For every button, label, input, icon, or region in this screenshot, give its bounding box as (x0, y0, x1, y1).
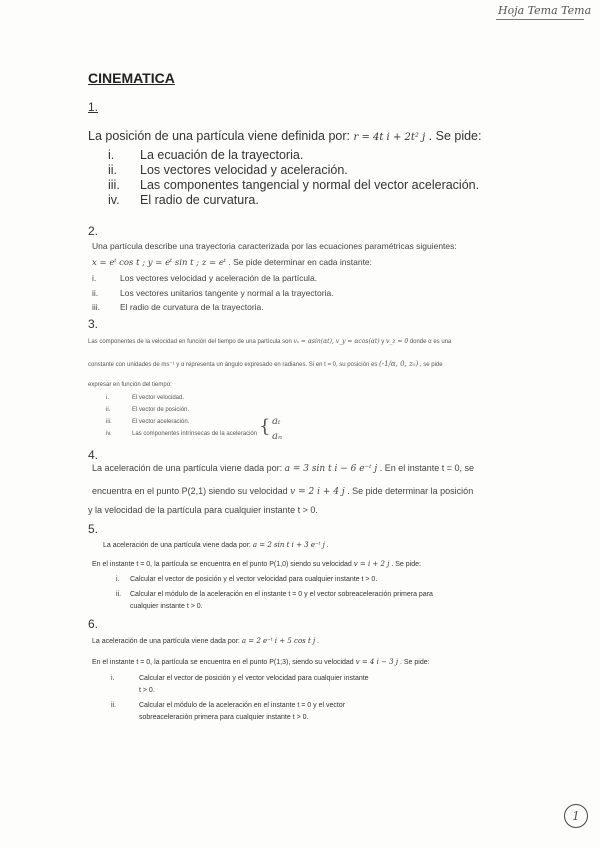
p3-formula-b: v_z = 0 (385, 338, 409, 345)
problem-3-line2 (88, 360, 443, 368)
item-text: Calcular el vector de posición y el vector velocidad para cualquier instante t > 0. (130, 576, 378, 583)
roman: i. (111, 675, 115, 682)
item-text: Calcular el módulo de la aceleración en el instante t = 0 y el vector sobreaceleración primera para (130, 591, 433, 598)
problem-5-number: 5. (88, 522, 99, 536)
p4-formula2: v = 2 i + 4 j (290, 487, 345, 497)
p6-formula: a = 2 e⁻ᵗ i + 5 cos t j (241, 637, 316, 645)
page-title: CINEMATICA (88, 70, 175, 86)
p5-after: . (326, 542, 329, 549)
p2-after: . Se pide determinar en cada instante: (228, 257, 373, 267)
problem-4-line3: y la velocidad de la partícula para cualquier instante t > 0. (88, 505, 318, 515)
p2-item-3 (92, 302, 264, 312)
margin-note: Hoja Tema Tema (498, 4, 592, 17)
p3-text-c: donde α es una (409, 339, 452, 345)
p4-after: . En el instante t = 0, se (379, 463, 475, 473)
roman: iii. (106, 419, 112, 425)
p5-item-1 (116, 576, 377, 583)
problem-5-line1 (103, 541, 329, 549)
p3-text-b: y (381, 339, 385, 345)
item-text: Calcular el módulo de la aceleración en el instante t = 0 y el vector (139, 702, 346, 709)
roman: ii. (106, 407, 111, 413)
roman: i. (92, 273, 97, 283)
p6-item-2-cont: sobreaceleración primera para cualquier instante t > 0. (139, 714, 309, 721)
p5-line2b: . Se pide: (391, 561, 421, 568)
p6-line2b: . Se pide: (399, 659, 430, 666)
problem-6-line1 (92, 637, 319, 645)
problem-4-number: 4. (88, 448, 99, 462)
p4-line2a: encuentra en el punto P(2,1) siendo su velocidad (92, 486, 288, 496)
roman: i. (116, 576, 120, 583)
p6-item-2 (111, 702, 345, 709)
margin-underline (496, 19, 584, 20)
p3-item-2 (106, 407, 189, 413)
p2-formula: x = eᵗ cos t ; y = eᵗ sin t ; z = eᵗ (92, 258, 226, 268)
problem-1-statement (88, 129, 481, 143)
p6-after: . (317, 638, 320, 645)
hand-an: aₙ (272, 431, 283, 442)
p3-text-a: Las componentes de la velocidad en función del tiempo de una partícula son (88, 339, 292, 345)
p1-item-1 (108, 148, 303, 162)
item-text: El vector velocidad. (132, 395, 185, 401)
roman: ii. (116, 591, 122, 598)
item-text: Los vectores velocidad y aceleración de la partícula. (120, 273, 318, 283)
p6-item-1-cont: t > 0. (139, 687, 155, 694)
p1-after: . Se pide: (428, 129, 482, 143)
p5-text: La aceleración de una partícula viene dada por: (103, 542, 251, 549)
item-text: Las componentes tangencial y normal del vector aceleración. (140, 178, 480, 192)
p6-formula2: v = 4 i − 3 j (355, 658, 399, 666)
roman: ii. (111, 702, 117, 709)
hand-at: aₜ (272, 416, 281, 427)
problem-5-line2 (92, 560, 421, 568)
item-text: El radio de curvatura de la trayectoria. (120, 302, 264, 312)
p5-item-2-cont: cualquier instante t > 0. (130, 603, 203, 610)
item-text: Las componentes intrínsecas de la aceleración (132, 431, 258, 437)
problem-3-line1 (88, 338, 451, 345)
problem-4-line1 (92, 463, 474, 474)
item-text: Los vectores unitarios tangente y normal a la trayectoria. (120, 288, 334, 298)
p3-formula-a: vₓ = αsin(αt), v_y = αcos(αt) (293, 338, 380, 345)
p6-line2a: En el instante t = 0, la partícula se encuentra en el punto P(1;3), siendo su velocidad (92, 659, 354, 666)
p6-text: La aceleración de una partícula viene dada por: (92, 638, 240, 645)
roman: iii. (92, 302, 101, 312)
roman: iv. (108, 193, 120, 207)
roman: ii. (92, 288, 99, 298)
problem-6-number: 6. (88, 617, 99, 631)
p1-text: La posición de una partícula viene definida por: (88, 129, 350, 143)
item-text: La ecuación de la trayectoria. (140, 148, 304, 162)
handwritten-brace: { (259, 416, 271, 437)
item-text: El vector aceleración. (132, 419, 190, 425)
p5-item-2 (116, 591, 433, 598)
problem-3-number: 3. (88, 317, 99, 331)
p6-item-1 (111, 675, 369, 682)
p5-formula: a = 2 sin t i + 3 e⁻ᵗ j (252, 541, 325, 549)
p5-formula2: v = i + 2 j (353, 560, 390, 568)
problem-2-statement: Una partícula describe una trayectoria caracterizada por las ecuaciones paramétricas siguientes: (92, 241, 457, 251)
roman: iii. (108, 178, 120, 192)
roman: ii. (108, 163, 118, 177)
p3-item-4 (106, 431, 257, 437)
problem-6-line2 (92, 658, 430, 666)
problem-3-line3: expresar en función del tiempo: (88, 382, 172, 388)
roman: i. (106, 395, 109, 401)
p3-line2: constante con unidades de ms⁻¹ y α representa un ángulo expresado en radianes. Si en t = 0, su posición es (88, 362, 378, 368)
p3-line2b: , se pide (419, 362, 443, 368)
p1-formula: r = 4t i + 2t² j (353, 132, 426, 143)
p4-text: La aceleración de una partícula viene dada por: (92, 463, 283, 473)
item-text: El radio de curvatura. (140, 193, 259, 207)
p1-item-2 (108, 163, 348, 177)
p1-item-3 (108, 178, 479, 192)
problem-2-number: 2. (88, 224, 99, 238)
item-text: Calcular el vector de posición y el vector velocidad para cualquier instante (139, 675, 369, 682)
p3-item-1 (106, 395, 184, 401)
p2-item-2 (92, 288, 334, 298)
p3-position: (-1/α, 0, z₀) (379, 360, 419, 368)
item-text: El vector de posición. (132, 407, 190, 413)
p5-line2a: En el instante t = 0, la partícula se encuentra en el punto P(1,0) siendo su velocidad (92, 561, 352, 568)
p2-item-1 (92, 273, 317, 283)
p4-formula: a = 3 sin t i − 6 e⁻ᵗ j (284, 464, 378, 474)
roman: i. (108, 148, 115, 162)
p4-line2b: . Se pide determinar la posición (347, 486, 474, 496)
problem-4-line2 (92, 486, 473, 497)
problem-2-line2 (92, 257, 372, 268)
roman: iv. (106, 431, 112, 437)
item-text: Los vectores velocidad y aceleración. (140, 163, 348, 177)
p1-item-4 (108, 193, 259, 207)
p3-item-3 (106, 419, 189, 425)
problem-1-number: 1. (88, 100, 99, 114)
page-number: 1 (564, 804, 588, 828)
